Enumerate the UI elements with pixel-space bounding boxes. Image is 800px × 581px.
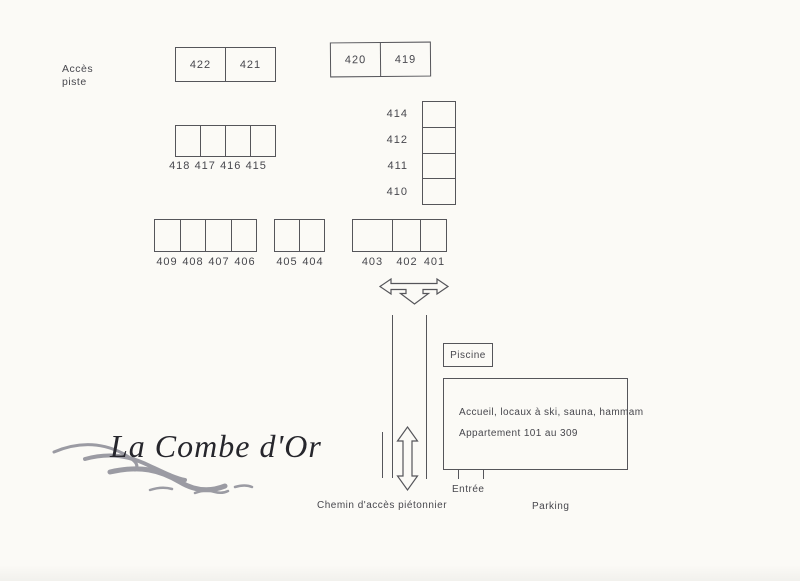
row-418-415-labels [167,160,269,172]
logo-text: La Combe d'Or [110,428,322,464]
unit-cell [393,220,421,251]
access-piste-line1: Accès [62,63,94,75]
unit-cell [181,220,207,251]
unit-cell [176,48,226,81]
unit-label: 417 [194,160,216,172]
unit-cell [155,220,181,251]
tower-unit-labels [378,101,408,205]
pool-box [443,343,493,367]
main-building-line1: Accueil, locaux à ski, sauna, hammam [459,407,644,418]
building-row-405-404 [274,219,325,252]
unit-label: 409 [156,256,178,268]
unit-label: 402 [396,256,418,268]
building-row-403-401 [352,219,447,252]
building-tower-414-410 [422,101,456,205]
unit-cell [206,220,232,251]
unit-cell [353,220,393,251]
unit-cell [423,128,455,154]
unit-label: 403 [361,256,384,268]
unit-label: 407 [208,256,230,268]
unit-label: 422 [189,58,212,71]
unit-cell [275,220,300,251]
unit-label: 415 [245,160,267,172]
unit-cell [226,126,251,156]
unit-label: 404 [302,256,324,268]
unit-cell [331,43,381,76]
building-block-422-421 [175,47,276,82]
junction-three-way-arrow-icon [380,277,448,304]
unit-label: 405 [276,256,298,268]
parking-label: Parking [532,501,570,512]
unit-cell [201,126,226,156]
footpath-line-branch [382,432,383,478]
unit-cell [421,220,446,251]
unit-cell [300,220,324,251]
unit-label: 406 [234,256,256,268]
footpath-double-arrow-icon [397,427,418,490]
main-building-line2: Appartement 101 au 309 [459,428,578,439]
unit-label: 401 [423,256,446,268]
footpath-line-right [426,315,427,479]
unit-cell [176,126,201,156]
unit-cell [423,179,455,204]
row-405-404-labels [274,256,326,268]
unit-label: 412 [386,134,408,146]
unit-label: 408 [182,256,204,268]
unit-label: 416 [220,160,242,172]
building-row-418-415 [175,125,276,157]
unit-cell [423,102,455,128]
footpath-label: Chemin d'accès piétonnier [317,500,448,511]
unit-label: 419 [394,53,417,66]
row-403-401-labels [352,256,448,268]
unit-label: 414 [386,108,408,120]
main-building-box [443,378,644,470]
unit-label: 410 [386,186,408,198]
access-piste-line2: piste [62,76,87,88]
unit-cell [232,220,257,251]
footpath-line-left [392,315,393,478]
pool-label: Piscine [450,349,486,361]
building-row-409-406 [154,219,257,252]
unit-label: 421 [239,58,262,71]
access-piste-label [62,63,93,89]
entrance-label: Entrée [452,484,485,495]
unit-cell [381,43,430,76]
unit-cell [226,48,275,81]
unit-cell [251,126,275,156]
unit-label: 411 [387,160,408,172]
entrance-tick [458,470,459,479]
row-409-406-labels [154,256,258,268]
building-block-420-419 [330,42,431,78]
unit-label: 420 [344,53,367,66]
unit-cell [423,154,455,180]
entrance-tick [483,470,484,479]
unit-label: 418 [169,160,191,172]
